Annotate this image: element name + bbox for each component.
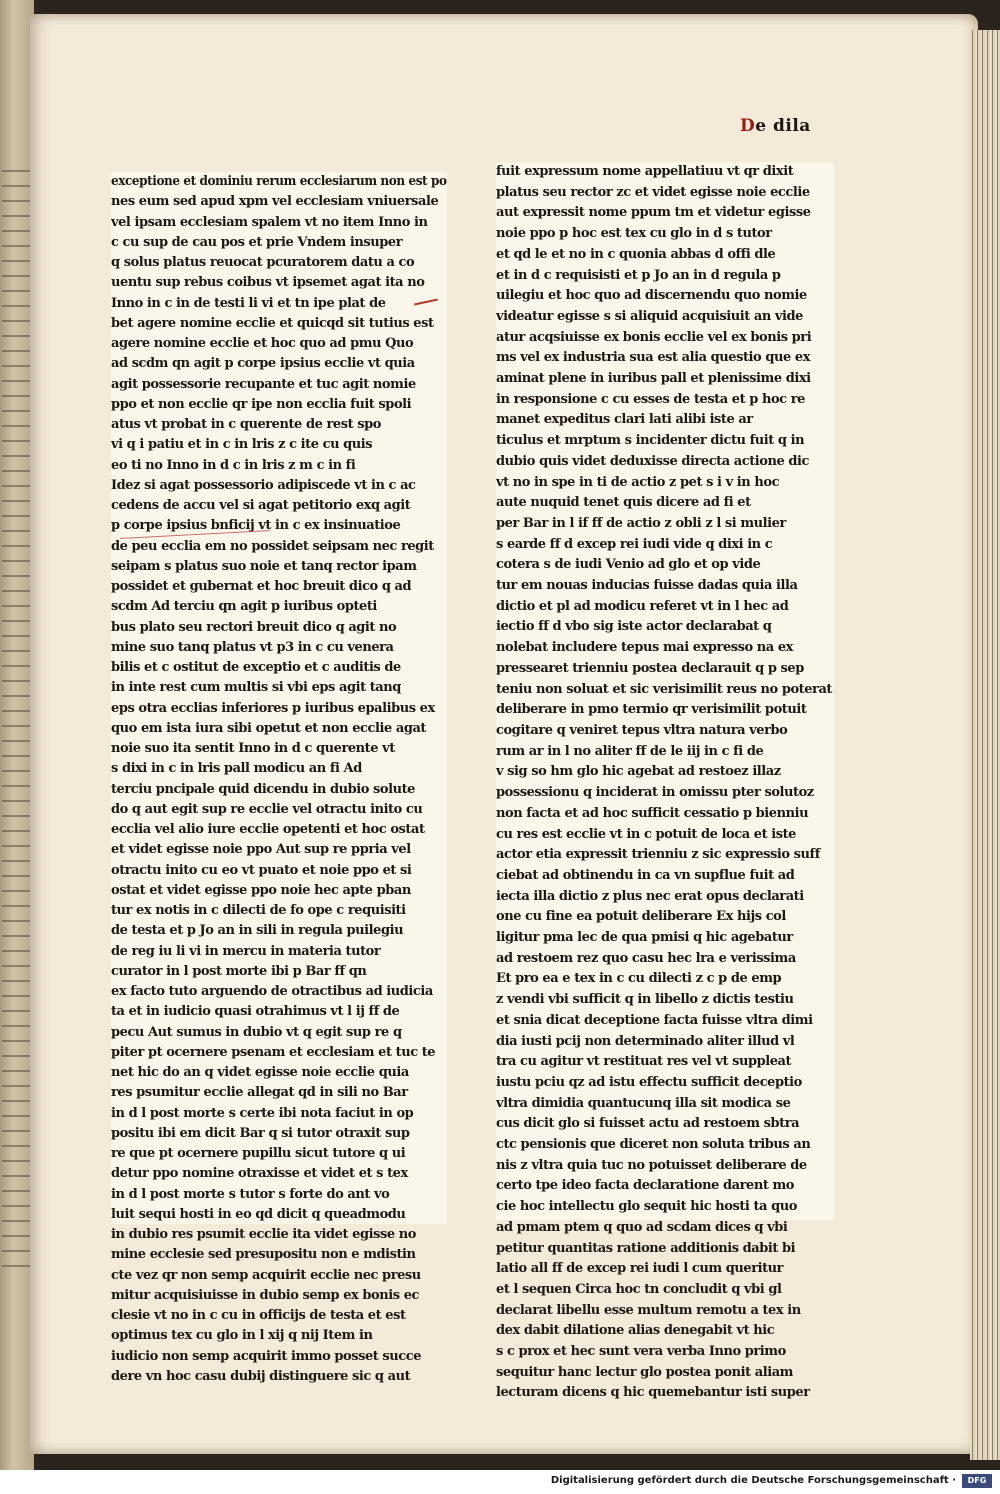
text-line: curator in l post morte ibi p Bar ff qn bbox=[111, 963, 367, 979]
text-line: in inte rest cum multis si vbi eps agit tanq bbox=[111, 680, 401, 696]
text-line: mine ecclesie sed presupositu non e mdistin bbox=[111, 1247, 416, 1263]
footer-credit: Digitalisierung gefördert durch die Deutsche Forschungsgemeinschaft · bbox=[550, 1475, 956, 1486]
text-line: actor etia expressit trienniu z sic expressio suff bbox=[496, 847, 820, 863]
text-line: pecu Aut sumus in dubio vt q egit sup re q bbox=[111, 1024, 402, 1040]
text-line: tra cu agitur vt restituat res vel vt suppleat bbox=[496, 1054, 792, 1070]
text-line: res psumitur ecclie allegat qd in sili no Bar bbox=[111, 1085, 408, 1101]
text-line: ctc pensionis que diceret non soluta tribus an bbox=[496, 1137, 811, 1153]
text-line: clesie vt no in c cu in officijs de testa et est bbox=[111, 1308, 406, 1323]
text-line: iecta illa dictio z plus nec erat opus declarati bbox=[496, 888, 804, 904]
text-line: manet expeditus clari lati alibi iste ar bbox=[496, 412, 753, 428]
text-line: dere vn hoc casu dubij distinguere sic q aut bbox=[111, 1368, 411, 1384]
text-line: cte vez qr non semp acquirit ecclie nec presu bbox=[111, 1267, 421, 1283]
text-line: possidet et gubernat et hoc breuit dico q ad bbox=[111, 579, 412, 594]
text-line: bet agere nomine ecclie et quicqd sit tutius est bbox=[111, 315, 434, 331]
running-head: De dila bbox=[740, 116, 811, 136]
text-line: agere nomine ecclie et hoc quo ad pmu Quo bbox=[111, 336, 414, 351]
text-line: nes eum sed apud xpm vel ecclesiam vniuersale bbox=[111, 194, 439, 210]
text-line: aminat plene in iuribus pall et plenissime dixi bbox=[496, 371, 811, 387]
text-line: ecclia vel alio iure ecclie opetenti et hoc ostat bbox=[111, 822, 425, 837]
text-line: optimus tex cu glo in l xij q nij Item in bbox=[111, 1328, 373, 1344]
text-line: ta et in iudicio quasi otrahimus vt l ij ff de bbox=[111, 1004, 400, 1020]
text-line: bilis et c ostitut de exceptio et c auditis de bbox=[111, 660, 401, 675]
text-line: aut expressit nome ppum tm et videtur egisse bbox=[496, 205, 811, 221]
text-line: in dubio res psumit ecclie ita videt egisse no bbox=[111, 1227, 416, 1242]
text-line: et qd le et no in c quonia abbas d offi dle bbox=[496, 246, 776, 262]
text-line: nis z vltra quia tuc no potuisset deliberare de bbox=[496, 1157, 807, 1173]
text-line: dubio quis videt deduxisse directa actione dic bbox=[496, 453, 809, 469]
text-line: s earde ff d excep rei iudi vide q dixi in c bbox=[496, 536, 773, 552]
text-line: eps otra ecclias inferiores p iuribus epalibus ex bbox=[111, 700, 435, 716]
text-line: bus plato seu rectori breuit dico q agit no bbox=[111, 619, 397, 635]
text-line: vel ipsam ecclesiam spalem vt no item Inno in bbox=[111, 214, 428, 230]
text-line: cus dicit glo si fuisset actu ad restoem sbtra bbox=[496, 1116, 800, 1132]
text-line: latio all ff de excep rei iudi l cum queritur bbox=[496, 1261, 784, 1277]
text-line: iectio ff d vbo sig iste actor declarabat q bbox=[496, 619, 772, 635]
text-line: Et pro ea e tex in c cu dilecti z c p de emp bbox=[496, 971, 782, 987]
footer-bar bbox=[0, 1470, 1000, 1494]
text-line: s dixi in c in lris pall modicu an fi Ad bbox=[111, 761, 362, 777]
text-line: uentu sup rebus coibus vt ipsemet agat ita no bbox=[111, 275, 425, 291]
text-line: vi q i patiu et in c in lris z c ite cu quis bbox=[111, 437, 373, 453]
text-line: pressearet trienniu postea declarauit q p sep bbox=[496, 660, 804, 676]
text-line: ms vel ex industria sua est alia questio que ex bbox=[496, 350, 811, 366]
text-line: do q aut egit sup re ecclie vel otractu inito cu bbox=[111, 801, 423, 817]
text-line: fuit expressum nome appellatiuu vt qr dixit bbox=[496, 164, 794, 179]
text-line: s c prox et hec sunt vera verba Inno primo bbox=[496, 1344, 786, 1360]
text-line: cie hoc intellectu glo sequit hic hosti ta quo bbox=[496, 1199, 797, 1215]
text-line: ad restoem rez quo casu hec lra e verissima bbox=[496, 950, 796, 966]
text-line: re que pt ocernere pupillu sicut tutore q ui bbox=[111, 1146, 406, 1161]
text-line: scdm Ad terciu qn agit p iuribus opteti bbox=[111, 599, 377, 615]
facing-page-edge bbox=[0, 0, 34, 1470]
text-line: dictio et pl ad modicu referet vt in l hec ad bbox=[496, 598, 789, 614]
text-line: ticulus et mrptum s incidenter dictu fuit q in bbox=[496, 433, 805, 449]
text-line: in d l post morte s tutor s forte do ant vo bbox=[111, 1186, 390, 1202]
text-line: otractu inito cu eo vt puato et noie ppo et si bbox=[111, 862, 412, 878]
text-line: dia iusti pcij non determinado aliter illud vl bbox=[496, 1033, 795, 1049]
text-line: iudicio non semp acquirit immo posset succe bbox=[111, 1348, 422, 1364]
text-line: q solus platus reuocat pcuratorem datu a co bbox=[111, 255, 415, 270]
text-line: per Bar in l if ff de actio z obli z l si mulier bbox=[496, 515, 786, 531]
text-line: de testa et p Jo an in sili in regula puilegiu bbox=[111, 923, 404, 939]
text-line: one cu fine ea potuit deliberare Ex hijs col bbox=[496, 909, 786, 925]
text-line: cedens de accu vel si agat petitorio exq agit bbox=[111, 498, 411, 513]
text-column-left bbox=[111, 172, 447, 1384]
text-line: et snia dicat deceptione facta fuisse vltra dimi bbox=[496, 1012, 813, 1028]
text-line: de peu ecclia em no possidet seipsam nec regit bbox=[111, 538, 434, 554]
text-line: certo tpe ideo facta declaratione darent mo bbox=[496, 1178, 794, 1194]
text-line: cogitare q veniret tepus vltra natura verbo bbox=[496, 722, 788, 738]
text-line: ad scdm qn agit p corpe ipsius ecclie vt quia bbox=[111, 356, 415, 372]
text-line: possessionu q inciderat in omissu pter solutoz bbox=[496, 785, 814, 801]
text-line: iustu pciu qz ad istu effectu sufficit deceptio bbox=[496, 1074, 802, 1090]
text-line: exceptione et dominiu rerum ecclesiarum non est po bbox=[111, 174, 447, 189]
text-line: et l sequen Circa hoc tn concludit q vbi gl bbox=[496, 1281, 782, 1297]
text-line: c cu sup de cau pos et prie Vndem insuper bbox=[111, 234, 403, 250]
text-line: Inno in c in de testi li vi et tn ipe plat de bbox=[111, 295, 386, 311]
text-line: aute nuquid tenet quis dicere ad fi et bbox=[496, 495, 751, 511]
text-line: atur acqsiuisse ex bonis ecclie vel ex bonis pri bbox=[496, 329, 812, 345]
text-line: ciebat ad obtinendu in ca vn supflue fuit ad bbox=[496, 867, 795, 883]
text-line: ad pmam ptem q quo ad scdam dices q vbi bbox=[496, 1219, 788, 1235]
text-line: Idez si agat possessorio adipiscede vt in c ac bbox=[111, 477, 416, 493]
text-line: ligitur pma lec de qua pmisi q hic agebatur bbox=[496, 930, 793, 946]
text-line: v sig so hm glo hic agebat ad restoez illaz bbox=[496, 764, 781, 780]
text-line: detur ppo nomine otraxisse et videt et s tex bbox=[111, 1166, 408, 1182]
text-line: in responsione c cu esses de testa et p hoc re bbox=[496, 391, 805, 407]
text-line: noie suo ita sentit Inno in d c querente vt bbox=[111, 741, 395, 756]
text-line: ex facto tuto arguendo de otractibus ad iudicia bbox=[111, 984, 433, 999]
text-line: tur ex notis in c dilecti de fo ope c requisiti bbox=[111, 903, 406, 918]
text-line: seipam s platus suo noie et tanq rector ipam bbox=[111, 558, 417, 574]
text-line: mine suo tanq platus vt p3 in c cu venera bbox=[111, 639, 394, 655]
text-line: deliberare in pmo termio qr verisimilit potuit bbox=[496, 702, 807, 718]
text-line: declarat libellu esse multum remotu a tex in bbox=[496, 1302, 801, 1318]
text-line: agit possessorie recupante et tuc agit nomie bbox=[111, 376, 416, 392]
text-line: z vendi vbi sufficit q in libello z dictis testiu bbox=[496, 992, 794, 1008]
text-line: eo ti no Inno in d c in lris z m c in fi bbox=[111, 457, 356, 473]
text-line: mitur acquisiuisse in dubio semp ex bonis ec bbox=[111, 1287, 419, 1303]
text-line: tur em nouas inducias fuisse dadas quia illa bbox=[496, 578, 798, 594]
text-line: de reg iu li vi in mercu in materia tutor bbox=[111, 943, 381, 959]
text-line: vt no in spe in ti de actio z pet s i v in hoc bbox=[496, 474, 780, 490]
page-stack-edges bbox=[970, 30, 1000, 1460]
text-line: atus vt probat in c querente de rest spo bbox=[111, 417, 381, 432]
text-line: non facta et ad hoc sufficit cessatio p bienniu bbox=[496, 805, 809, 821]
text-line: teniu non soluat et sic verisimilit reus no poterat bbox=[496, 681, 832, 697]
text-line: uilegiu et hoc quo ad discernendu quo nomie bbox=[496, 288, 807, 304]
text-line: luit sequi hosti in eo qd dicit q queadmodu bbox=[111, 1206, 406, 1222]
text-line: platus seu rector zc et videt egisse noie ecclie bbox=[496, 184, 810, 200]
text-line: vltra dimidia quantucunq illa sit modica se bbox=[496, 1095, 791, 1111]
text-line: et videt egisse noie ppo Aut sup re ppria vel bbox=[111, 842, 411, 858]
text-line: videatur egisse s si aliquid acquisiuit an vide bbox=[496, 308, 803, 324]
text-line: nolebat includere tepus mai expresso na ex bbox=[496, 640, 793, 656]
text-line: piter pt ocernere psenam et ecclesiam et tuc te bbox=[111, 1044, 436, 1060]
text-column-right bbox=[496, 162, 834, 1401]
dfg-logo: DFG bbox=[962, 1474, 992, 1488]
text-line: petitur quantitas ratione additionis dabit bi bbox=[496, 1240, 796, 1256]
text-line: in d l post morte s certe ibi nota faciut in op bbox=[111, 1105, 414, 1121]
text-line: quo em ista iura sibi opetut et non ecclie agat bbox=[111, 720, 426, 736]
text-line: rum ar in l no aliter ff de le iij in c fi de bbox=[496, 743, 764, 759]
text-line: lecturam dicens q hic quemebantur isti super bbox=[496, 1385, 810, 1401]
text-line: ostat et videt egisse ppo noie hec apte pban bbox=[111, 882, 411, 898]
text-line: positu ibi em dicit Bar q si tutor otraxit sup bbox=[111, 1125, 410, 1141]
text-line: cotera s de iudi Venio ad glo et op vide bbox=[496, 557, 761, 573]
text-line: sequitur hanc lectur glo postea ponit aliam bbox=[496, 1364, 793, 1380]
text-line: et in d c requisisti et p Jo an in d regula p bbox=[496, 267, 781, 283]
text-line: noie ppo p hoc est tex cu glo in d s tutor bbox=[496, 226, 772, 242]
text-line: dex dabit dilatione alias denegabit vt hic bbox=[496, 1323, 775, 1339]
text-line: terciu pncipale quid dicendu in dubio solute bbox=[111, 781, 415, 797]
text-line: p corpe ipsius bnficij vt in c ex insinuatioe bbox=[111, 518, 401, 534]
text-line: ppo et non ecclie qr ipe non ecclia fuit spoli bbox=[111, 396, 412, 412]
text-line: net hic do an q videt egisse noie ecclie quia bbox=[111, 1065, 409, 1080]
text-line: cu res est ecclie vt in c potuit de loca et iste bbox=[496, 826, 796, 842]
